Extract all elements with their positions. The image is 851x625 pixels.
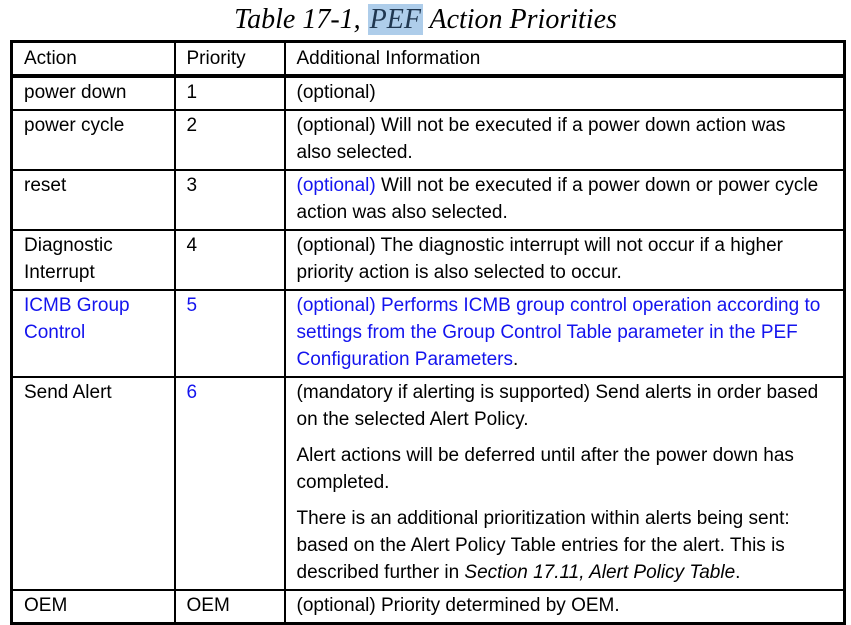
priority-cell: 3	[175, 170, 285, 230]
table-row-send-alert	[12, 377, 845, 590]
table-row-power-cycle	[12, 110, 845, 170]
priority-cell: 6	[175, 377, 285, 590]
info-period: .	[735, 562, 741, 583]
section-reference-text: Section 17.11, Alert Policy Table	[464, 562, 736, 583]
info-paragraph: Alert actions will be deferred until after the power down has completed.	[296, 445, 794, 493]
info-cell	[285, 170, 845, 230]
info-period: .	[513, 349, 519, 370]
priority-cell: OEM	[175, 590, 285, 624]
caption-prefix: Table 17-1,	[234, 4, 368, 35]
caption-pef-search-highlight: PEF	[369, 4, 421, 35]
header-row	[12, 42, 845, 77]
info-text: Will not be executed if a power down or power cycle action was also selected.	[296, 175, 819, 223]
priority-cell: 5	[175, 290, 285, 377]
table-row-reset	[12, 170, 845, 230]
info-cell: (optional) Priority determined by OEM.	[285, 590, 845, 624]
pef-action-priorities-table	[10, 40, 846, 625]
action-cell: ICMB Group Control	[12, 290, 175, 377]
table-caption	[0, 3, 851, 37]
info-cell: (optional) The diagnostic interrupt will not occur if a higher priority action is also selected to occur.	[285, 230, 845, 290]
table-row-diagnostic-interrupt	[12, 230, 845, 290]
header-additional-information: Additional Information	[285, 42, 845, 77]
action-cell: reset	[12, 170, 175, 230]
priority-cell: 2	[175, 110, 285, 170]
info-cell	[285, 377, 845, 590]
caption-suffix: Action Priorities	[422, 4, 617, 35]
header-action: Action	[12, 42, 175, 77]
info-paragraph	[297, 505, 824, 586]
info-cell	[285, 290, 845, 377]
table-row-power-down	[12, 76, 845, 110]
table-row-icmb-group-control	[12, 290, 845, 377]
action-cell: Send Alert	[12, 377, 175, 590]
info-paragraph: (mandatory if alerting is supported) Send alerts in order based on the selected Alert Policy.	[296, 382, 819, 430]
action-cell: Diagnostic Interrupt	[12, 230, 175, 290]
table-row-oem	[12, 590, 845, 624]
info-text: There is an additional prioritization within alerts being sent: based on the Alert Policy Table entries for the alert. This is described further in	[296, 508, 790, 583]
priority-cell: 4	[175, 230, 285, 290]
action-cell: power cycle	[12, 110, 175, 170]
revision-marked-text: (optional) Performs ICMB group control operation according to settings from the Group Control Table parameter in the PEF Configuration Parameters	[296, 295, 821, 370]
action-cell: power down	[12, 76, 175, 110]
header-priority: Priority	[175, 42, 285, 77]
priority-cell: 1	[175, 76, 285, 110]
action-cell: OEM	[12, 590, 175, 624]
info-cell: (optional) Will not be executed if a power down action was also selected.	[285, 110, 845, 170]
document-page	[0, 3, 851, 616]
optional-link-text: (optional)	[296, 175, 376, 196]
info-cell: (optional)	[285, 76, 845, 110]
